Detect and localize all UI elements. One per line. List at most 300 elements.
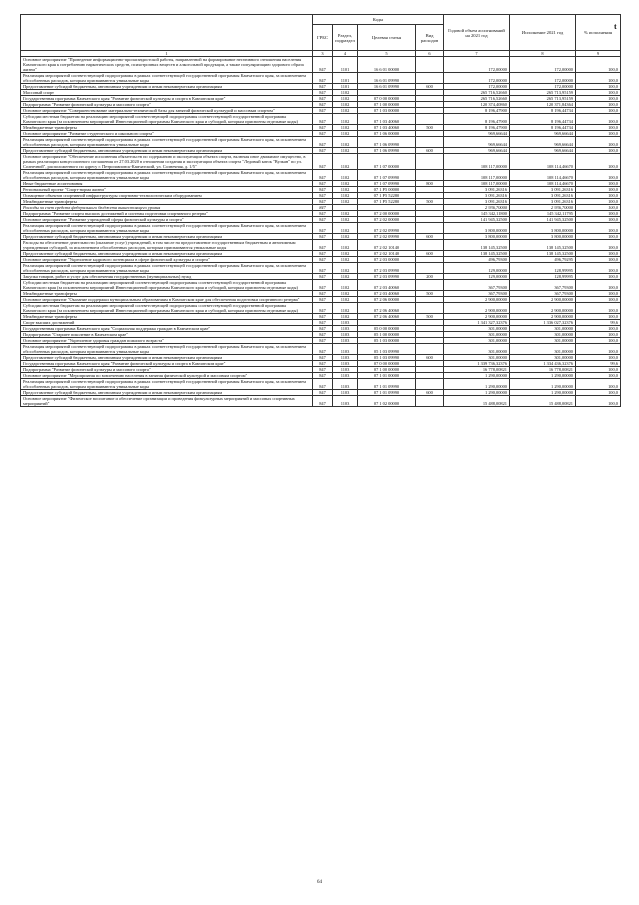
cell-plan: 2 900,00000 [444, 297, 510, 303]
cell-pct: 100,0 [576, 332, 621, 338]
cell-grbs: 847 [313, 170, 333, 181]
cell-cs: 07 1 P5 52280 [358, 199, 416, 205]
cell-exec: 301,00000 [510, 326, 576, 332]
col-number: 6 [416, 51, 444, 57]
cell-exec: 367,79300 [510, 280, 576, 291]
cell-sec: 1103 [333, 390, 358, 396]
cell-sec: 1103 [333, 367, 358, 373]
cell-sec: 1102 [333, 102, 358, 108]
cell-plan: 969,66644 [444, 131, 510, 137]
header-blank [21, 15, 313, 51]
cell-name: Реализация мероприятий соответствующей подпрограммы в рамках соответствующей государственной программы Камчатского края, за исключением обособленных расходов, которым присваиваются уникальные коды [21, 73, 313, 84]
cell-pct: 100,0 [576, 125, 621, 131]
cell-exec: 301,00000 [510, 355, 576, 361]
cell-pct: 100,0 [576, 367, 621, 373]
cell-sec: 1101 [333, 57, 358, 73]
table-row [21, 154, 621, 170]
cell-exec: 8 196,44734 [510, 125, 576, 131]
cell-pct: 100,0 [576, 199, 621, 205]
cell-sec: 1101 [333, 84, 358, 90]
cell-plan: 138 145,32500 [444, 251, 510, 257]
cell-vr [416, 263, 444, 274]
cell-grbs: 847 [313, 217, 333, 223]
cell-plan: 8 196,47900 [444, 114, 510, 125]
cell-exec: 3 091,26316 [510, 193, 576, 199]
cell-exec: 1 336 027,32376 [510, 320, 576, 326]
cell-vr: 500 [416, 291, 444, 297]
header-codes: Коды [313, 15, 444, 25]
cell-pct: 100,0 [576, 274, 621, 280]
cell-pct: 100,0 [576, 217, 621, 223]
cell-pct: 100,0 [576, 57, 621, 73]
cell-pct: 100,0 [576, 181, 621, 187]
cell-pct: 100,0 [576, 344, 621, 355]
cell-grbs: 847 [313, 344, 333, 355]
cell-grbs: 847 [313, 193, 333, 199]
cell-pct: 100,0 [576, 73, 621, 84]
cell-pct: 100,0 [576, 373, 621, 379]
budget-execution-table [20, 14, 621, 407]
cell-sec: 1103 [333, 344, 358, 355]
cell-grbs: 847 [313, 131, 333, 137]
table-row [21, 73, 621, 84]
cell-pct: 100,0 [576, 223, 621, 234]
cell-pct: 100,0 [576, 108, 621, 114]
cell-vr: 800 [416, 181, 444, 187]
cell-plan: 1 290,00000 [444, 379, 510, 390]
cell-exec: 138 145,32500 [510, 240, 576, 251]
cell-grbs: 847 [313, 125, 333, 131]
cell-sec: 1102 [333, 303, 358, 314]
cell-plan: 3 800,00000 [444, 234, 510, 240]
cell-grbs: 847 [313, 314, 333, 320]
cell-grbs: 847 [313, 257, 333, 263]
cell-name: Межбюджетные трансферты [21, 314, 313, 320]
cell-exec: 301,00000 [510, 332, 576, 338]
cell-name: Расходы на обеспечение деятельности (оказание услуг) учреждений, в том числе на предоставление государственным бюджетным и автономным учреждениям субсидий, за исключением обособленных расходов, которым присваиваются уникальные коды [21, 240, 313, 251]
cell-sec: 1102 [333, 291, 358, 297]
cell-cs: 07 1 00 00000 [358, 102, 416, 108]
cell-sec: 1102 [333, 170, 358, 181]
cell-vr [416, 170, 444, 181]
cell-sec: 1102 [333, 234, 358, 240]
cell-name: Основное мероприятие "Укрепление здоровья граждан пожилого возраста" [21, 338, 313, 344]
cell-grbs: 847 [313, 181, 333, 187]
cell-cs: 07 1 01 09990 [358, 379, 416, 390]
cell-sec: 1102 [333, 137, 358, 148]
cell-plan: 301,00000 [444, 332, 510, 338]
cell-cs: 07 1 01 00000 [358, 373, 416, 379]
cell-plan: 108 117,00000 [444, 154, 510, 170]
col-number: 1 [21, 51, 313, 57]
cell-cs: 07 1 06 09990 [358, 148, 416, 154]
cell-grbs: 847 [313, 297, 333, 303]
cell-name: Основное мероприятие "Проведение информационно-пропагандистской работы, направленной на формирование негативного отношения населения Камчатского края к потреблению наркотических средств, психотропных веществ и алкогольной продукции, а также популяризацию здорового образа жизни" [21, 57, 313, 73]
cell-vr: 500 [416, 314, 444, 320]
table-row [21, 223, 621, 234]
cell-name: Субсидии местным бюджетам на реализацию мероприятий соответствующей подпрограммы соответствующей государственной программы Камчатского края (за исключением мероприятий Инвестиционной программы Камчатского края и субсидий, которым присвоены отдельные коды) [21, 114, 313, 125]
cell-cs: 07 1 03 40060 [358, 114, 416, 125]
cell-grbs: 847 [313, 291, 333, 297]
col-number: 4 [333, 51, 358, 57]
cell-sec: 1102 [333, 240, 358, 251]
table-row [21, 57, 621, 73]
cell-plan: 301,00000 [444, 355, 510, 361]
cell-grbs: 847 [313, 137, 333, 148]
cell-sec: 1103 [333, 361, 358, 367]
cell-sec: 1102 [333, 125, 358, 131]
cell-exec: 265 713,95159 [510, 96, 576, 102]
cell-name: Массовый спорт [21, 90, 313, 96]
header-grbs: ГРБС [313, 25, 333, 51]
cell-grbs: 847 [313, 251, 333, 257]
cell-pct: 100,0 [576, 240, 621, 251]
cell-name: Подпрограмма "Развитие физической культуры и массового спорта" [21, 367, 313, 373]
cell-pct: 100,0 [576, 314, 621, 320]
cell-plan: 3 091,26316 [444, 199, 510, 205]
cell-vr: 600 [416, 355, 444, 361]
cell-cs: 07 1 01 09990 [358, 390, 416, 396]
cell-sec: 1101 [333, 73, 358, 84]
cell-sec: 1103 [333, 373, 358, 379]
cell-vr: 600 [416, 148, 444, 154]
cell-grbs: 847 [313, 148, 333, 154]
cell-pct: 100,0 [576, 187, 621, 193]
cell-cs: 07 1 07 00000 [358, 154, 416, 170]
cell-grbs: 847 [313, 96, 333, 102]
cell-exec: 15 488,00821 [510, 396, 576, 407]
cell-grbs: 847 [313, 154, 333, 170]
cell-exec: 172,00000 [510, 84, 576, 90]
table-row [21, 263, 621, 274]
cell-cs: 05 1 00 00000 [358, 332, 416, 338]
cell-cs: 07 1 03 00000 [358, 108, 416, 114]
cell-exec: 145 342,11795 [510, 211, 576, 217]
cell-exec: 2 900,00000 [510, 297, 576, 303]
cell-grbs: 847 [313, 84, 333, 90]
cell-cs: 07 2 06 40060 [358, 303, 416, 314]
cell-vr [416, 344, 444, 355]
cell-exec: 969,66644 [510, 131, 576, 137]
cell-vr [416, 396, 444, 407]
cell-vr [416, 303, 444, 314]
cell-pct: 100,0 [576, 154, 621, 170]
cell-exec: 141 945,32500 [510, 217, 576, 223]
cell-pct: 99,6 [576, 361, 621, 367]
cell-name: Основное мероприятие "Укрепление кадрового потенциала в сфере физической культуры и спорта" [21, 257, 313, 263]
cell-exec: 108 114,46670 [510, 170, 576, 181]
cell-exec: 301,00000 [510, 344, 576, 355]
table-row [21, 379, 621, 390]
cell-sec: 1102 [333, 199, 358, 205]
cell-sec: 1103 [333, 326, 358, 332]
cell-name: Субсидии местным бюджетам на реализацию мероприятий соответствующей подпрограммы соответствующей государственной программы Камчатского края (за исключением мероприятий Инвестиционной программы Камчатского края и субсидий, которым присвоены отдельные коды) [21, 303, 313, 314]
cell-cs: 07 1 06 09990 [358, 137, 416, 148]
cell-name: Межбюджетные трансферты [21, 291, 313, 297]
cell-plan: 8 196,47900 [444, 125, 510, 131]
margin-mark: t [614, 22, 617, 31]
cell-name: Основное мероприятие "Развитие студенческого и школьного спорта" [21, 131, 313, 137]
cell-cs: 07 1 P5 00000 [358, 187, 416, 193]
cell-grbs: 847 [313, 338, 333, 344]
cell-cs: 07 2 03 40060 [358, 291, 416, 297]
cell-pct: 100,0 [576, 390, 621, 396]
cell-pct: 100,0 [576, 90, 621, 96]
cell-vr [416, 223, 444, 234]
cell-cs: 07 2 02 09990 [358, 234, 416, 240]
cell-exec: 496,79295 [510, 257, 576, 263]
cell-cs: 07 0 00 00000 [358, 361, 416, 367]
cell-name: Государственная программа Камчатского края "Социальная поддержка граждан в Камчатском крае" [21, 326, 313, 332]
cell-cs: 07 1 07 09990 [358, 181, 416, 187]
cell-plan: 3 091,26316 [444, 187, 510, 193]
cell-cs: 07 2 02 09990 [358, 223, 416, 234]
cell-sec: 1103 [333, 396, 358, 407]
cell-plan: 108 117,00000 [444, 181, 510, 187]
header-target: Целевая статья [358, 25, 416, 51]
cell-plan: 265 716,52660 [444, 96, 510, 102]
table-body [21, 51, 621, 407]
cell-pct: 100,0 [576, 263, 621, 274]
cell-grbs: 847 [313, 332, 333, 338]
table-row [21, 114, 621, 125]
cell-pct: 99,6 [576, 320, 621, 326]
cell-sec: 1102 [333, 148, 358, 154]
header-expense-type: Вид расходов [416, 25, 444, 51]
cell-sec: 1102 [333, 96, 358, 102]
table-row [21, 280, 621, 291]
cell-plan: 129,00000 [444, 274, 510, 280]
table-row [21, 137, 621, 148]
cell-name: Предоставление субсидий бюджетным, автономным учреждениям и иным некоммерческим организациям [21, 390, 313, 396]
cell-exec: 969,66644 [510, 148, 576, 154]
cell-name: Подпрограмма "Старшее поколение в Камчатском крае" [21, 332, 313, 338]
cell-plan: 367,79300 [444, 280, 510, 291]
cell-sec: 1103 [333, 379, 358, 390]
header-section: Раздел, подраздел [333, 25, 358, 51]
cell-grbs: 847 [313, 205, 333, 211]
cell-name: Предоставление субсидий бюджетным, автономным учреждениям и иным некоммерческим организациям [21, 234, 313, 240]
cell-plan: 16 778,00821 [444, 367, 510, 373]
cell-exec: 172,00000 [510, 73, 576, 84]
cell-name: Предоставление субсидий бюджетным, автономным учреждениям и иным некоммерческим организациям [21, 148, 313, 154]
cell-pct: 100,0 [576, 170, 621, 181]
cell-pct: 100,0 [576, 96, 621, 102]
col-number: 9 [576, 51, 621, 57]
cell-pct: 100,0 [576, 137, 621, 148]
cell-sec: 1102 [333, 154, 358, 170]
cell-exec: 1 334 436,32376 [510, 361, 576, 367]
cell-exec: 1 290,00000 [510, 379, 576, 390]
cell-exec: 1 290,00000 [510, 390, 576, 396]
header-plan: Годовой объем ассигнований на 2021 год [444, 15, 510, 51]
cell-plan: 301,00000 [444, 338, 510, 344]
cell-grbs: 847 [313, 108, 333, 114]
cell-grbs: 847 [313, 379, 333, 390]
cell-cs: 05 0 00 00000 [358, 326, 416, 332]
header-exec: Исполнение 2021 год [510, 15, 576, 51]
cell-exec: 3 091,26316 [510, 187, 576, 193]
cell-vr [416, 57, 444, 73]
cell-exec: 138 145,32500 [510, 251, 576, 257]
cell-sec: 1102 [333, 131, 358, 137]
cell-vr [416, 280, 444, 291]
cell-sec: 1102 [333, 114, 358, 125]
cell-exec: 172,00000 [510, 57, 576, 73]
cell-cs: 07 1 00 00000 [358, 367, 416, 373]
cell-vr: 600 [416, 390, 444, 396]
cell-pct: 100,0 [576, 193, 621, 199]
cell-plan: 145 342,11800 [444, 211, 510, 217]
cell-grbs: 847 [313, 211, 333, 217]
cell-vr [416, 240, 444, 251]
cell-cs: 07 2 02 00000 [358, 217, 416, 223]
cell-pct: 100,0 [576, 114, 621, 125]
cell-pct: 100,0 [576, 326, 621, 332]
cell-plan: 1 341 327,32376 [444, 320, 510, 326]
cell-sec: 1102 [333, 108, 358, 114]
cell-pct: 100,0 [576, 234, 621, 240]
cell-pct: 100,0 [576, 131, 621, 137]
cell-vr [416, 73, 444, 84]
cell-sec: 1102 [333, 211, 358, 217]
table-row [21, 303, 621, 314]
cell-pct: 100,0 [576, 84, 621, 90]
cell-name: Основное мероприятие "Физическое воспитание и обеспечение организации и проведения физкультурных мероприятий и массовых спортивных мероприятий" [21, 396, 313, 407]
cell-grbs: 847 [313, 187, 333, 193]
cell-vr: 200 [416, 274, 444, 280]
cell-vr: 500 [416, 199, 444, 205]
cell-vr [416, 137, 444, 148]
cell-exec: 128,99995 [510, 274, 576, 280]
cell-exec: 2 900,00000 [510, 303, 576, 314]
cell-cs: 07 2 06 00000 [358, 297, 416, 303]
cell-plan: 3 091,26316 [444, 193, 510, 199]
cell-name: Реализация мероприятий соответствующей подпрограммы в рамках соответствующей государственной программы Камчатского края, за исключением обособленных расходов, которым присваиваются уникальные коды [21, 379, 313, 390]
cell-name: Основное мероприятие "Совершенствование материально-технической базы для занятий физической культурой и массовым спортом" [21, 108, 313, 114]
cell-exec: 2 936,70000 [510, 205, 576, 211]
cell-name: Иные бюджетные ассигнования [21, 181, 313, 187]
cell-grbs: 847 [313, 390, 333, 396]
cell-plan: 2 900,00000 [444, 314, 510, 320]
cell-plan: 8 196,47900 [444, 108, 510, 114]
cell-cs: 16 6 01 00000 [358, 57, 416, 73]
cell-grbs: 847 [313, 367, 333, 373]
cell-name: Реализация мероприятий соответствующей подпрограммы в рамках соответствующей государственной программы Камчатского края, за исключением обособленных расходов, которым присваиваются уникальные коды [21, 170, 313, 181]
cell-exec: 8 196,44734 [510, 108, 576, 114]
cell-plan: 265 716,52660 [444, 90, 510, 96]
cell-name: Региональный проект "Спорт-норма жизни" [21, 187, 313, 193]
cell-exec: 969,66644 [510, 137, 576, 148]
cell-pct: 100,0 [576, 211, 621, 217]
cell-exec: 3 091,26316 [510, 199, 576, 205]
cell-grbs: 847 [313, 240, 333, 251]
cell-cs: 07 1 P5 52280 [358, 193, 416, 199]
cell-cs: 07 1 06 00000 [358, 131, 416, 137]
cell-plan: 3 800,00000 [444, 223, 510, 234]
cell-cs: 05 1 03 00000 [358, 338, 416, 344]
cell-exec: 128,99995 [510, 263, 576, 274]
cell-pct: 100,0 [576, 205, 621, 211]
cell-name: Реализация мероприятий соответствующей подпрограммы в рамках соответствующей государственной программы Камчатского края, за исключением обособленных расходов, которым присваиваются уникальные коды [21, 263, 313, 274]
cell-exec: 3 800,00000 [510, 234, 576, 240]
cell-name: Государственная программа Камчатского края "Развитие физической культуры и спорта в Камчатском крае" [21, 361, 313, 367]
col-number: 7 [444, 51, 510, 57]
cell-name: Основное мероприятие "Оказание поддержки муниципальным образованиям в Камчатском крае для обеспечения подготовки спортивного резерва" [21, 297, 313, 303]
cell-plan: 969,66644 [444, 148, 510, 154]
cell-vr [416, 154, 444, 170]
cell-plan: 172,00000 [444, 57, 510, 73]
cell-plan: 496,79300 [444, 257, 510, 263]
cell-cs: 07 2 03 00000 [358, 257, 416, 263]
cell-exec: 265 713,95159 [510, 90, 576, 96]
cell-pct: 100,0 [576, 280, 621, 291]
cell-exec: 120 371,84364 [510, 102, 576, 108]
cell-plan: 138 145,32500 [444, 240, 510, 251]
cell-cs: 16 6 01 09990 [358, 73, 416, 84]
cell-sec: 1102 [333, 181, 358, 187]
cell-name: Государственная программа Камчатского края "Развитие физической культуры и спорта в Камчатском крае" [21, 96, 313, 102]
cell-vr [416, 379, 444, 390]
cell-plan: 367,79300 [444, 291, 510, 297]
cell-pct: 100,0 [576, 355, 621, 361]
cell-name: Спорт высших достижений [21, 320, 313, 326]
cell-grbs: 847 [313, 303, 333, 314]
cell-cs: 07 2 03 40060 [358, 280, 416, 291]
cell-grbs: 847 [313, 326, 333, 332]
cell-grbs: 847 [313, 355, 333, 361]
cell-cs: 16 6 01 09990 [358, 84, 416, 90]
header-pct: % исполнения [576, 15, 621, 51]
cell-pct: 100,0 [576, 251, 621, 257]
cell-sec: 1103 [333, 332, 358, 338]
cell-name: Субсидии местным бюджетам на реализацию мероприятий соответствующей подпрограммы соответствующей государственной программы Камчатского края (за исключением мероприятий Инвестиционной программы Камчатского края и субсидий, которым присвоены отдельные коды) [21, 280, 313, 291]
cell-grbs: 847 [313, 263, 333, 274]
cell-name: Межбюджетные трансферты [21, 199, 313, 205]
cell-exec: 1 290,00000 [510, 373, 576, 379]
table-row [21, 396, 621, 407]
page-number: 64 [317, 880, 322, 885]
col-number: 8 [510, 51, 576, 57]
cell-exec: 8 196,44734 [510, 114, 576, 125]
cell-pct: 100,0 [576, 297, 621, 303]
cell-vr: 500 [416, 125, 444, 131]
cell-sec: 1103 [333, 320, 358, 326]
cell-pct: 100,0 [576, 102, 621, 108]
cell-sec: 1102 [333, 223, 358, 234]
cell-cs: 07 2 06 40060 [358, 314, 416, 320]
cell-sec: 1102 [333, 217, 358, 223]
cell-sec: 1102 [333, 257, 358, 263]
cell-cs: 07 2 03 09990 [358, 274, 416, 280]
table-row [21, 240, 621, 251]
cell-cs: 05 1 03 09990 [358, 344, 416, 355]
cell-pct: 100,0 [576, 338, 621, 344]
cell-sec: 1102 [333, 193, 358, 199]
cell-vr: 600 [416, 234, 444, 240]
cell-cs: 07 2 00 00000 [358, 211, 416, 217]
cell-cs: 07 1 07 09990 [358, 170, 416, 181]
col-number: 3 [313, 51, 333, 57]
cell-plan: 108 117,00000 [444, 170, 510, 181]
cell-vr [416, 114, 444, 125]
cell-grbs: 847 [313, 280, 333, 291]
cell-name: Предоставление субсидий бюджетным, автономным учреждениям и иным некоммерческим организациям [21, 355, 313, 361]
cell-pct: 100,0 [576, 303, 621, 314]
cell-grbs: 847 [313, 396, 333, 407]
cell-grbs: 847 [313, 90, 333, 96]
cell-grbs: 847 [313, 274, 333, 280]
